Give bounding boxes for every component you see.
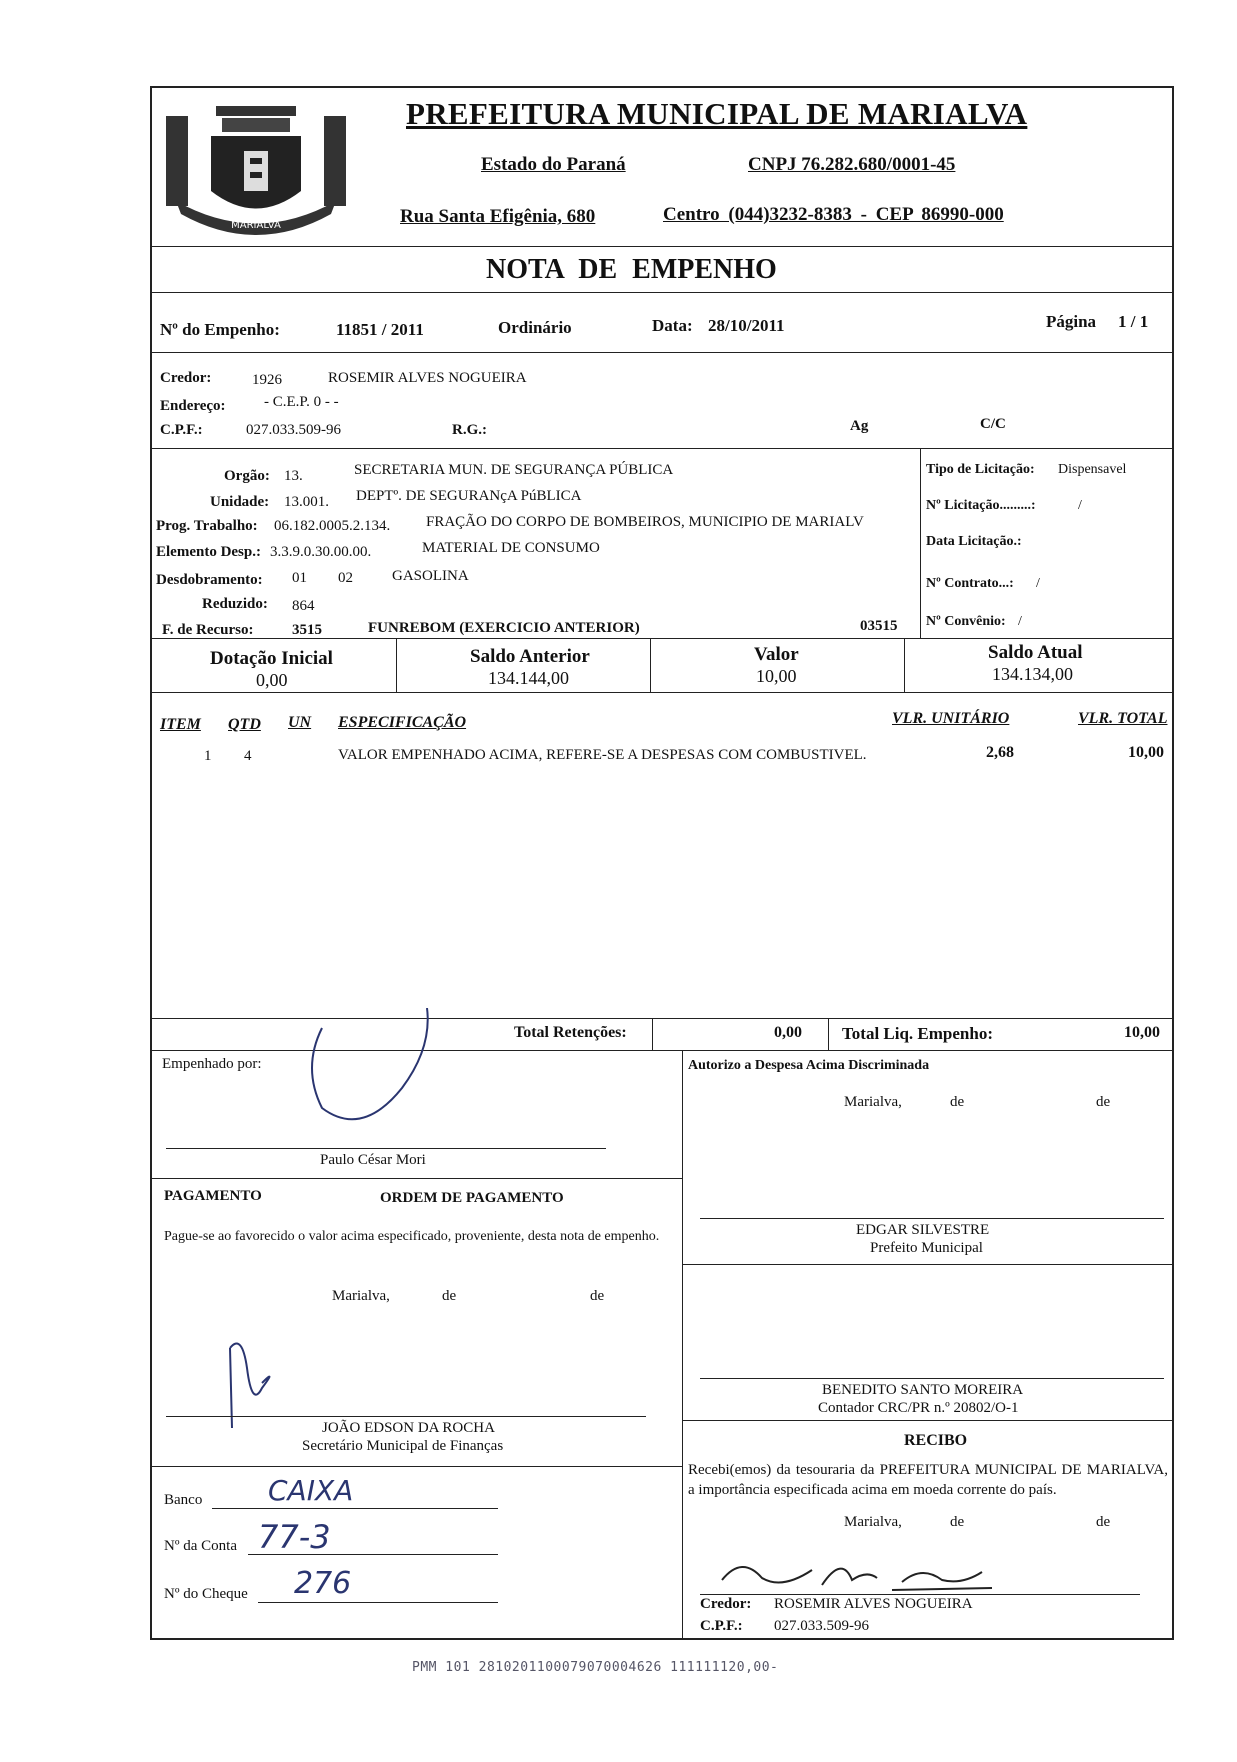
desdobramento-code-1: 01: [292, 570, 307, 586]
desdobramento-code-2: 02: [338, 570, 353, 586]
page-title: PREFEITURA MUNICIPAL DE MARIALVA: [406, 96, 1028, 131]
coat-of-arms-icon: [156, 96, 356, 246]
tipo-licitacao-value: Dispensavel: [1058, 462, 1127, 477]
reduzido-label: Reduzido:: [202, 596, 268, 612]
address-label: Rua Santa Efigênia, 680: [400, 206, 596, 227]
signature-empenhado: [302, 1008, 502, 1138]
empenho-type: Ordinário: [498, 318, 572, 337]
recibo-cpf-value: 027.033.509-96: [774, 1618, 869, 1634]
desdobramento-value: GASOLINA: [392, 568, 469, 584]
conta-value: 77-3: [258, 1518, 331, 1556]
recibo-de-1: de: [950, 1514, 965, 1530]
saldo-anterior-value: 134.144,00: [488, 668, 569, 688]
credor-code: 1926: [252, 372, 282, 388]
banco-label: Banco: [164, 1492, 203, 1508]
cnpj-label: CNPJ 76.282.680/0001-45: [748, 154, 956, 175]
convenio-value: /: [1018, 614, 1022, 629]
recibo-title: RECIBO: [904, 1432, 968, 1449]
orgao-value: SECRETARIA MUN. DE SEGURANÇA PÚBLICA: [354, 462, 674, 478]
elemento-label: Elemento Desp.:: [156, 544, 261, 560]
cheque-value: 276: [294, 1566, 352, 1601]
secretario-name: JOÃO EDSON DA ROCHA: [322, 1420, 495, 1436]
contador-role: Contador CRC/PR n.º 20802/O-1: [818, 1400, 1019, 1416]
item-vlr-total: 10,00: [1128, 744, 1164, 761]
unidade-label: Unidade:: [210, 494, 270, 510]
item-number: 1: [204, 748, 212, 764]
elemento-code: 3.3.9.0.30.00.00.: [270, 544, 372, 560]
empenho-number-label: Nº do Empenho:: [160, 320, 280, 339]
endereco-value: - C.E.P. 0 - -: [264, 394, 339, 410]
ordem-pagamento-label: ORDEM DE PAGAMENTO: [380, 1190, 564, 1206]
recibo-credor-name: ROSEMIR ALVES NOGUEIRA: [774, 1596, 973, 1612]
pagamento-text: Pague-se ao favorecido o valor acima especificado, proveniente, desta nota de empenho.: [164, 1229, 660, 1244]
cpf-label: C.P.F.:: [160, 422, 203, 438]
total-liq-label: Total Liq. Empenho:: [842, 1024, 993, 1043]
municipal-seal-logo: [156, 96, 356, 246]
licitacao-number-value: /: [1078, 498, 1082, 513]
empenhado-por-name: Paulo César Mori: [320, 1152, 426, 1168]
date-value: 28/10/2011: [708, 316, 785, 335]
desdobramento-label: Desdobramento:: [156, 572, 263, 588]
recibo-text: Recebi(emos) da tesouraria da PREFEITURA MUNICIPAL DE MARIALVA, a importância especificada acima em moeda corrente do país.: [688, 1462, 1168, 1498]
dotacao-label: Dotação Inicial: [210, 648, 333, 669]
contador-name: BENEDITO SANTO MOREIRA: [822, 1382, 1024, 1398]
col-qtd: QTD: [228, 716, 261, 733]
page-label: Página: [1046, 312, 1097, 331]
autorizo-de-1: de: [950, 1094, 965, 1110]
pagamento-label: PAGAMENTO: [164, 1188, 262, 1204]
licitacao-number-label: Nº Licitação.........:: [926, 498, 1036, 513]
autorizo-de-2: de: [1096, 1094, 1111, 1110]
rg-label: R.G.:: [452, 422, 487, 438]
empenhado-por-label: Empenhado por:: [162, 1056, 262, 1072]
state-label: Estado do Paraná: [481, 154, 626, 175]
empenho-number: 11851 / 2011: [336, 320, 424, 339]
date-label: Data:: [652, 316, 693, 335]
recibo-city: Marialva,: [844, 1514, 902, 1530]
item-especificacao: VALOR EMPENHADO ACIMA, REFERE-SE A DESPESAS COM COMBUSTIVEL.: [338, 747, 867, 763]
ag-label: Ag: [850, 418, 869, 434]
credor-name: ROSEMIR ALVES NOGUEIRA: [328, 370, 527, 386]
conta-label: Nº da Conta: [164, 1538, 237, 1554]
retencoes-value: 0,00: [774, 1024, 802, 1041]
secretario-role: Secretário Municipal de Finanças: [302, 1438, 504, 1454]
credor-label: Credor:: [160, 370, 212, 386]
recibo-cpf-label: C.P.F.:: [700, 1618, 743, 1634]
footer-code: PMM 101 2810201100079070004626 111111120,00-: [412, 1660, 779, 1675]
col-item: ITEM: [160, 716, 201, 733]
tipo-licitacao-label: Tipo de Licitação:: [926, 462, 1035, 477]
prog-code: 06.182.0005.2.134.: [274, 518, 391, 534]
pagamento-de-2: de: [590, 1288, 605, 1304]
autorizo-label: Autorizo a Despesa Acima Discriminada: [688, 1058, 930, 1073]
recurso-label: F. de Recurso:: [162, 622, 254, 638]
recurso-code: 3515: [292, 622, 322, 638]
cc-label: C/C: [980, 416, 1006, 432]
pagamento-city: Marialva,: [332, 1288, 390, 1304]
cheque-label: Nº do Cheque: [164, 1586, 248, 1602]
col-vlr-total: VLR. TOTAL: [1078, 710, 1168, 727]
contact-label: Centro (044)3232-8383 - CEP 86990-000: [663, 204, 1004, 225]
saldo-atual-value: 134.134,00: [992, 664, 1073, 684]
autorizo-city: Marialva,: [844, 1094, 902, 1110]
item-qtd: 4: [244, 748, 252, 764]
col-vlr-unitario: VLR. UNITÁRIO: [892, 710, 1010, 727]
licitacao-date-label: Data Licitação.:: [926, 534, 1022, 549]
valor-label: Valor: [754, 644, 799, 665]
orgao-label: Orgão:: [224, 468, 270, 484]
dotacao-value: 0,00: [256, 670, 288, 690]
nota-de-empenho-form: [150, 86, 1174, 1640]
pagamento-de-1: de: [442, 1288, 457, 1304]
signature-secretario: [222, 1328, 292, 1438]
prefeito-name: EDGAR SILVESTRE: [856, 1222, 990, 1238]
col-un: UN: [288, 714, 312, 731]
elemento-value: MATERIAL DE CONSUMO: [422, 540, 600, 556]
recurso-value: FUNREBOM (EXERCICIO ANTERIOR): [368, 620, 640, 636]
reduzido-value: 864: [292, 598, 315, 614]
orgao-code: 13.: [284, 468, 303, 484]
prefeito-role: Prefeito Municipal: [870, 1240, 983, 1256]
banco-value: CAIXA: [268, 1474, 354, 1507]
recurso-code-2: 03515: [860, 618, 898, 634]
svg-text:MARIALVA: MARIALVA: [231, 220, 281, 231]
cpf-value: 027.033.509-96: [246, 422, 341, 438]
signature-credor: [702, 1550, 1002, 1600]
recibo-credor-label: Credor:: [700, 1596, 752, 1612]
convenio-label: Nº Convênio:: [926, 614, 1006, 629]
recibo-de-2: de: [1096, 1514, 1111, 1530]
col-especificacao: ESPECIFICAÇÃO: [338, 714, 467, 731]
valor-value: 10,00: [756, 666, 797, 686]
page-number: 1 / 1: [1118, 312, 1149, 331]
prog-label: Prog. Trabalho:: [156, 518, 258, 534]
total-liq-value: 10,00: [1124, 1024, 1160, 1041]
unidade-code: 13.001.: [284, 494, 329, 510]
retencoes-label: Total Retenções:: [514, 1024, 627, 1041]
saldo-anterior-label: Saldo Anterior: [470, 646, 590, 667]
document-title: NOTA DE EMPENHO: [486, 254, 777, 285]
prog-value: FRAÇÃO DO CORPO DE BOMBEIROS, MUNICIPIO DE MARIALV: [426, 514, 864, 530]
item-vlr-unitario: 2,68: [986, 744, 1014, 761]
saldo-atual-label: Saldo Atual: [988, 642, 1083, 663]
contrato-value: /: [1036, 576, 1040, 591]
unidade-value: DEPTº. DE SEGURANçA PúBLICA: [356, 488, 582, 504]
contrato-label: Nº Contrato...:: [926, 576, 1014, 591]
endereco-label: Endereço:: [160, 398, 226, 414]
